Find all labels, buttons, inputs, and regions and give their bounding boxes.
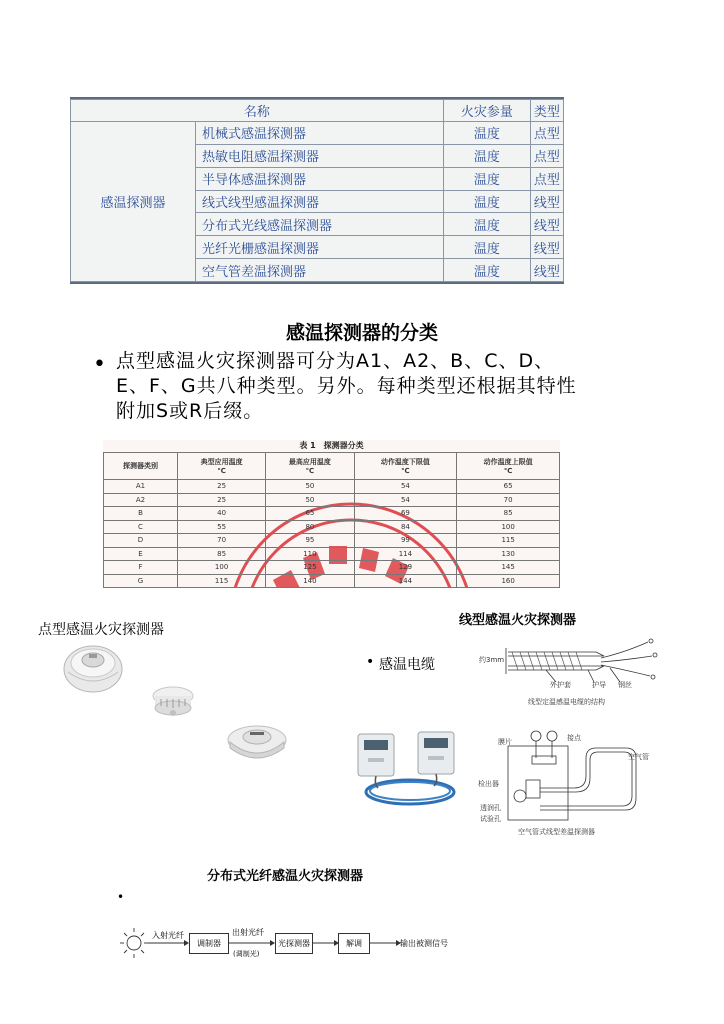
header-param: 火灾参量 xyxy=(443,100,530,122)
table-cell: 55 xyxy=(177,520,265,534)
table-cell: 线型 xyxy=(530,259,563,282)
table-cell: 100 xyxy=(457,520,560,534)
table-cell: 40 xyxy=(177,507,265,521)
table-cell: 50 xyxy=(266,480,354,494)
table-cell: 115 xyxy=(457,534,560,548)
table-cell: 69 xyxy=(354,507,457,521)
table-cell: 144 xyxy=(354,574,457,588)
point-type-title: 点型感温火灾探测器 xyxy=(38,622,164,638)
table-cell: 机械式感温探测器 xyxy=(196,122,444,145)
table-cell: 54 xyxy=(354,480,457,494)
table-cell: 光纤光栅感温探测器 xyxy=(196,236,444,259)
table-cell: 空气管差温探测器 xyxy=(196,259,444,282)
table-cell: 70 xyxy=(177,534,265,548)
table-cell: A2 xyxy=(104,493,178,507)
table-cell: C xyxy=(104,520,178,534)
table-cell: 线型 xyxy=(530,190,563,213)
table-cell: 84 xyxy=(354,520,457,534)
cable-label: 钢丝 xyxy=(618,681,632,689)
table-cell: 温度 xyxy=(443,167,530,190)
airpipe-label: 透润孔 xyxy=(480,804,501,812)
table-cell: 温度 xyxy=(443,236,530,259)
group-label: 感温探测器 xyxy=(71,122,196,282)
table-cell: 85 xyxy=(457,507,560,521)
output-fiber-label: 出射光纤 xyxy=(232,928,264,937)
table-row xyxy=(104,520,560,534)
cable-label: 约3mm xyxy=(479,656,505,664)
table-cell: G xyxy=(104,574,178,588)
table-cell: 热敏电阻感温探测器 xyxy=(196,144,444,167)
table-cell: 160 xyxy=(457,574,560,588)
fiber-section-title: 分布式光纤感温火灾探测器 xyxy=(207,869,364,884)
table-row xyxy=(104,493,560,507)
table-cell: 线型 xyxy=(530,236,563,259)
table-cell: 125 xyxy=(266,561,354,575)
cable-label: 外护套 xyxy=(550,681,571,689)
table-cell: 线式线型感温探测器 xyxy=(196,190,444,213)
airpipe-label: 空气管 xyxy=(628,753,649,761)
slide-title: 感温探测器的分类 xyxy=(285,322,438,344)
table-cell: 129 xyxy=(354,561,457,575)
table-header-cell: 最高应用温度 ℃ xyxy=(266,453,354,480)
air-pipe-detector-diagram xyxy=(494,728,660,838)
cable-label: 护导 xyxy=(592,681,606,689)
table-cell: E xyxy=(104,547,178,561)
table-cell: 线型 xyxy=(530,213,563,236)
table-cell: 115 xyxy=(177,574,265,588)
bullet-text: 点型感温火灾探测器可分为A1、A2、B、C、D、E、F、G共八种类型。另外。每种类型还根据其特性附加S或R后缀。 xyxy=(116,350,577,422)
table-cell: 温度 xyxy=(443,122,530,145)
modulated-light-label: (调制光) xyxy=(233,950,260,958)
table-cell: 65 xyxy=(266,507,354,521)
cable-caption: 线型定温感温电缆的结构 xyxy=(528,698,605,706)
table-cell: 114 xyxy=(354,547,457,561)
table-header-cell: 典型应用温度 ℃ xyxy=(177,453,265,480)
table-cell: F xyxy=(104,561,178,575)
table-cell: 65 xyxy=(457,480,560,494)
table-cell: 点型 xyxy=(530,144,563,167)
table-cell: 温度 xyxy=(443,190,530,213)
airpipe-caption: 空气管式线型差温探测器 xyxy=(518,828,595,836)
classification-table-scan xyxy=(103,440,560,588)
table-cell: 140 xyxy=(266,574,354,588)
table-cell: 25 xyxy=(177,480,265,494)
detector-type-table xyxy=(70,97,564,284)
table-header-row xyxy=(104,453,560,480)
table-caption: 表 1 探测器分类 xyxy=(299,441,364,450)
detector-photo-1 xyxy=(62,642,124,694)
table-row xyxy=(104,547,560,561)
table-cell: 110 xyxy=(266,547,354,561)
table-cell: 点型 xyxy=(530,122,563,145)
table-header-cell: 动作温度上限值 ℃ xyxy=(457,453,560,480)
cable-bullet-text: 感温电缆 xyxy=(379,657,435,673)
bullet-dot: • xyxy=(93,352,106,377)
input-fiber-label: 入射光纤 xyxy=(152,931,184,940)
table-cell: 145 xyxy=(457,561,560,575)
table-header-cell: 动作温度下限值 ℃ xyxy=(354,453,457,480)
table-header-cell: 探测器类别 xyxy=(104,453,178,480)
airpipe-label: 检出器 xyxy=(478,780,499,788)
table-cell: 95 xyxy=(266,534,354,548)
table-cell: 半导体感温探测器 xyxy=(196,167,444,190)
table-row xyxy=(104,561,560,575)
table-cell: 温度 xyxy=(443,259,530,282)
cable-structure-diagram xyxy=(476,634,666,694)
table-cell: 25 xyxy=(177,493,265,507)
table-cell: 54 xyxy=(354,493,457,507)
table-row xyxy=(104,507,560,521)
table-row xyxy=(104,534,560,548)
header-name: 名称 xyxy=(71,100,444,122)
modulator-block: 调制器 xyxy=(189,933,229,954)
photodetector-block: 光探测器 xyxy=(275,933,313,954)
table-cell: 130 xyxy=(457,547,560,561)
table-row xyxy=(104,480,560,494)
detector-photo-2 xyxy=(150,684,196,720)
table-cell: 温度 xyxy=(443,213,530,236)
table-cell: 温度 xyxy=(443,144,530,167)
airpipe-label: 试验孔 xyxy=(480,815,501,823)
line-type-title: 线型感温火灾探测器 xyxy=(459,613,577,628)
airpipe-label: 接点 xyxy=(567,734,581,742)
table-cell: 99 xyxy=(354,534,457,548)
header-type: 类型 xyxy=(530,100,563,122)
table-cell: A1 xyxy=(104,480,178,494)
fiber-bullet: • xyxy=(117,890,125,904)
output-signal-label: 输出被测信号 xyxy=(400,939,448,948)
table-cell: 70 xyxy=(457,493,560,507)
table-cell: 50 xyxy=(266,493,354,507)
table-cell: 80 xyxy=(266,520,354,534)
table-cell: D xyxy=(104,534,178,548)
table-cell: 85 xyxy=(177,547,265,561)
heat-cable-controller-photo xyxy=(350,728,462,812)
line-bullet-dot: • xyxy=(366,654,375,670)
detector-photo-3 xyxy=(226,722,288,764)
table-row xyxy=(104,574,560,588)
table-cell: B xyxy=(104,507,178,521)
table-cell: 点型 xyxy=(530,167,563,190)
airpipe-label: 膜片 xyxy=(498,738,512,746)
demodulator-block: 解调 xyxy=(338,933,370,954)
table-cell: 分布式光线感温探测器 xyxy=(196,213,444,236)
table-cell: 100 xyxy=(177,561,265,575)
